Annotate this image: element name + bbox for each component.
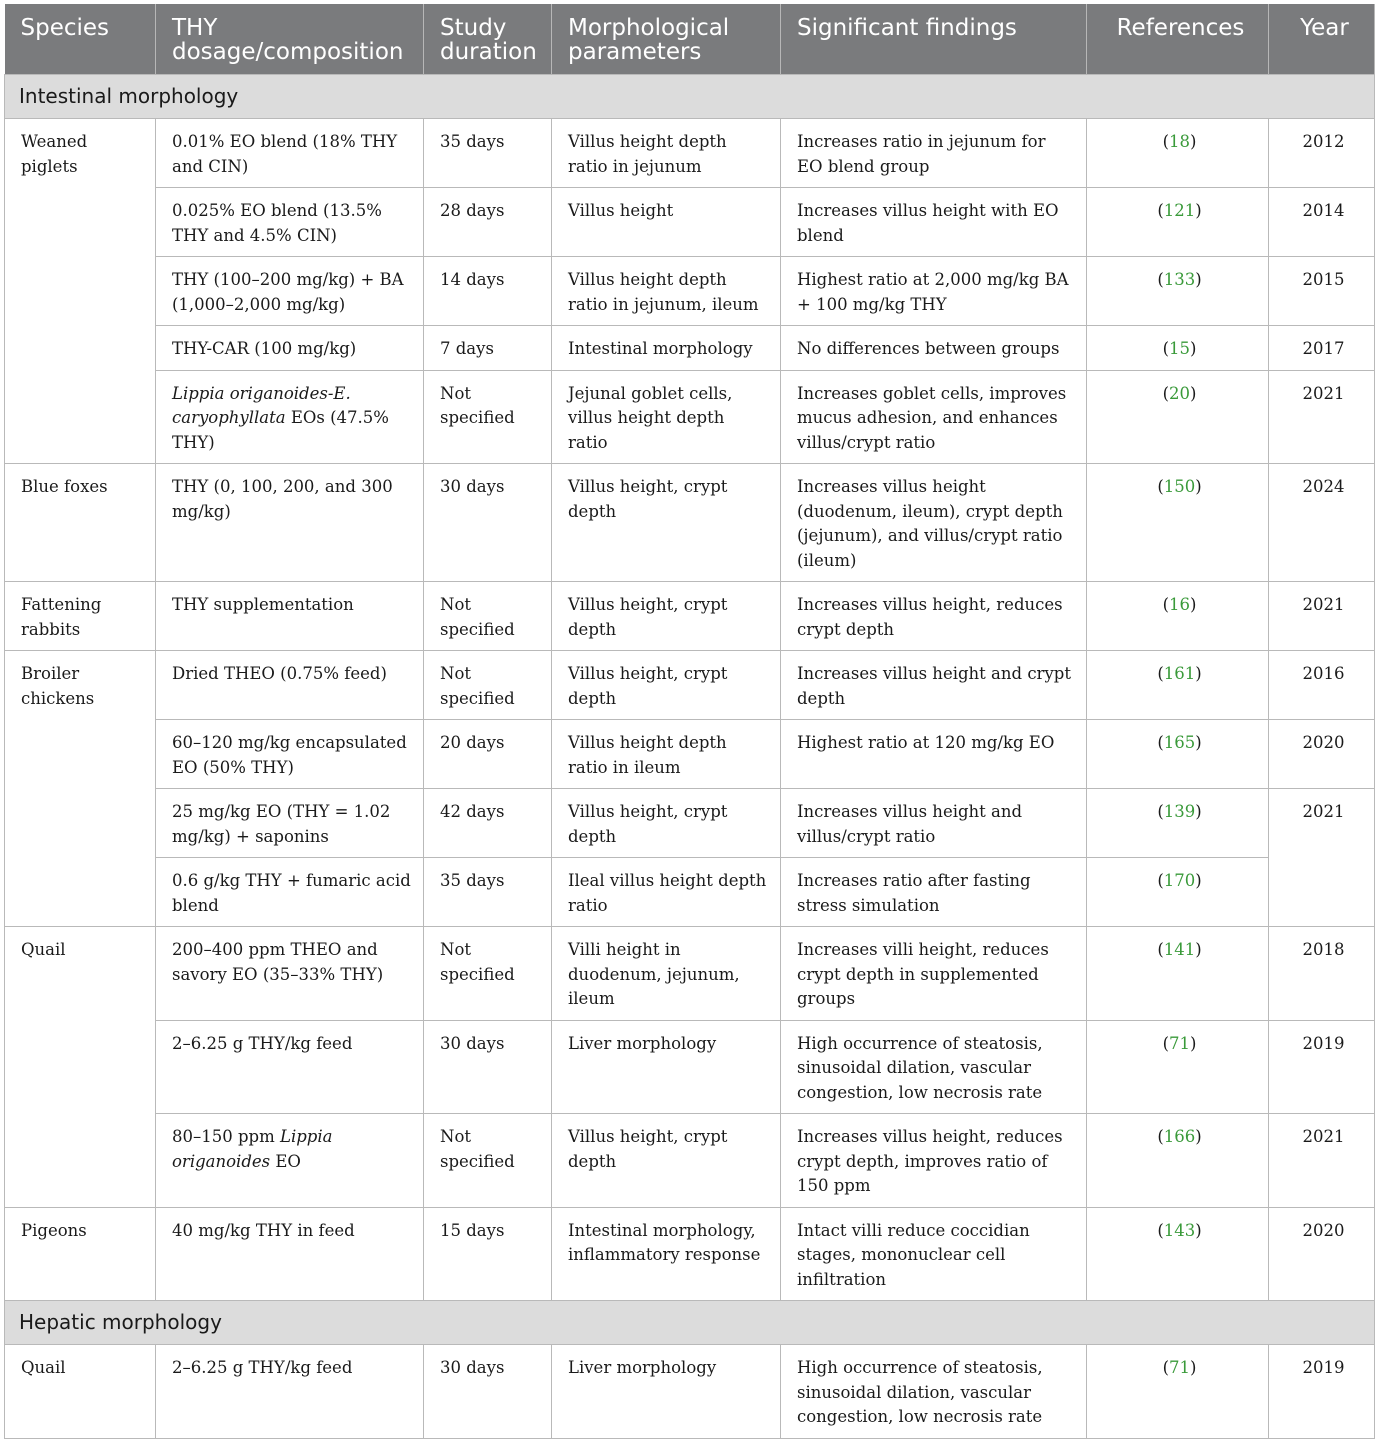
- cell-reference: (161): [1087, 651, 1269, 720]
- cell-parameters: Villi height in duodenum, jejunum, ileum: [552, 927, 781, 1021]
- cell-parameters: Jejunal goblet cells, villus height depth ratio: [552, 370, 781, 464]
- cell-duration: Not specified: [424, 927, 552, 1021]
- cell-findings: Intact villi reduce coccidian stages, mononuclear cell infiltration: [781, 1207, 1087, 1301]
- cell-parameters: Villus height, crypt depth: [552, 789, 781, 858]
- table-row: [5, 927, 1375, 1021]
- dosage-text: 80–150 ppm: [172, 1127, 280, 1146]
- table-row: [5, 720, 1375, 789]
- cell-year: 2016: [1269, 651, 1375, 720]
- reference-link[interactable]: 18: [1169, 132, 1190, 151]
- cell-species: Blue foxes: [5, 464, 156, 582]
- cell-reference: (165): [1087, 720, 1269, 789]
- cell-dosage: Dried THEO (0.75% feed): [156, 651, 424, 720]
- cell-parameters: Intestinal morphology: [552, 326, 781, 371]
- cell-findings: Increases villus height, reduces crypt depth: [781, 582, 1087, 651]
- cell-findings: Highest ratio at 120 mg/kg EO: [781, 720, 1087, 789]
- cell-year: 2021: [1269, 370, 1375, 464]
- cell-reference: (20): [1087, 370, 1269, 464]
- cell-findings: Increases villus height with EO blend: [781, 188, 1087, 257]
- cell-reference: (71): [1087, 1345, 1269, 1439]
- cell-duration: 42 days: [424, 789, 552, 858]
- cell-reference: (141): [1087, 927, 1269, 1021]
- cell-parameters: Villus height: [552, 188, 781, 257]
- header-findings: Significant findings: [781, 4, 1087, 75]
- cell-reference: (71): [1087, 1020, 1269, 1114]
- cell-parameters: Villus height, crypt depth: [552, 464, 781, 582]
- cell-reference: (133): [1087, 257, 1269, 326]
- cell-dosage: THY supplementation: [156, 582, 424, 651]
- cell-reference: (15): [1087, 326, 1269, 371]
- header-year: Year: [1269, 4, 1375, 75]
- cell-dosage: 0.6 g/kg THY + fumaric acid blend: [156, 858, 424, 927]
- cell-year: 2021: [1269, 789, 1375, 927]
- cell-reference: (170): [1087, 858, 1269, 927]
- cell-dosage: [156, 1114, 424, 1208]
- cell-reference: (121): [1087, 188, 1269, 257]
- cell-year: 2020: [1269, 720, 1375, 789]
- cell-year: 2021: [1269, 582, 1375, 651]
- cell-duration: 20 days: [424, 720, 552, 789]
- data-table: [4, 4, 1375, 1439]
- cell-findings: Increases goblet cells, improves mucus adhesion, and enhances villus/crypt ratio: [781, 370, 1087, 464]
- cell-year: 2014: [1269, 188, 1375, 257]
- cell-parameters: Liver morphology: [552, 1345, 781, 1439]
- cell-duration: 30 days: [424, 1020, 552, 1114]
- dosage-text: EO: [270, 1151, 301, 1171]
- cell-reference: (139): [1087, 789, 1269, 858]
- cell-findings: Increases villus height and crypt depth: [781, 651, 1087, 720]
- header-dosage: THY dosage/composition: [156, 4, 424, 75]
- cell-species: Pigeons: [5, 1207, 156, 1301]
- table-row: [5, 326, 1375, 371]
- table-row: [5, 858, 1375, 927]
- cell-dosage: [156, 370, 424, 464]
- cell-findings: Highest ratio at 2,000 mg/kg BA + 100 mg/kg THY: [781, 257, 1087, 326]
- cell-parameters: Villus height, crypt depth: [552, 1114, 781, 1208]
- cell-dosage: 40 mg/kg THY in feed: [156, 1207, 424, 1301]
- table-row: [5, 370, 1375, 464]
- section-row: [5, 1301, 1375, 1345]
- cell-findings: Increases villus height (duodenum, ileum), crypt depth (jejunum), and villus/crypt ratio (ileum): [781, 464, 1087, 582]
- cell-species: Broiler chickens: [5, 651, 156, 927]
- cell-dosage: 2–6.25 g THY/kg feed: [156, 1020, 424, 1114]
- reference-link[interactable]: 20: [1169, 383, 1190, 403]
- cell-duration: 14 days: [424, 257, 552, 326]
- cell-duration: 15 days: [424, 1207, 552, 1301]
- table-row: [5, 119, 1375, 188]
- cell-findings: Increases villi height, reduces crypt depth in supplemented groups: [781, 927, 1087, 1021]
- cell-findings: No differences between groups: [781, 326, 1087, 371]
- cell-dosage: THY-CAR (100 mg/kg): [156, 326, 424, 371]
- table-row: [5, 188, 1375, 257]
- cell-year: 2024: [1269, 464, 1375, 582]
- cell-species: Fattening rabbits: [5, 582, 156, 651]
- reference-link[interactable]: 170: [1163, 871, 1196, 890]
- cell-dosage: THY (0, 100, 200, and 300 mg/kg): [156, 464, 424, 582]
- cell-duration: 35 days: [424, 858, 552, 927]
- reference-link[interactable]: 166: [1163, 1127, 1196, 1146]
- cell-species: Weaned piglets: [5, 119, 156, 464]
- cell-species: Quail: [5, 927, 156, 1208]
- cell-species: Quail: [5, 1345, 156, 1439]
- reference-link[interactable]: 139: [1163, 802, 1196, 821]
- table-row: [5, 1020, 1375, 1114]
- cell-parameters: Villus height depth ratio in ileum: [552, 720, 781, 789]
- cell-parameters: Villus height, crypt depth: [552, 651, 781, 720]
- cell-dosage: 60–120 mg/kg encapsulated EO (50% THY): [156, 720, 424, 789]
- cell-duration: 30 days: [424, 464, 552, 582]
- cell-year: 2020: [1269, 1207, 1375, 1301]
- cell-parameters: Villus height, crypt depth: [552, 582, 781, 651]
- reference-link[interactable]: 71: [1169, 1033, 1190, 1053]
- reference-link[interactable]: 71: [1169, 1358, 1190, 1377]
- cell-dosage: 0.025% EO blend (13.5% THY and 4.5% CIN): [156, 188, 424, 257]
- header-parameters: Morphological parameters: [552, 4, 781, 75]
- cell-year: 2017: [1269, 326, 1375, 371]
- reference-link[interactable]: 150: [1163, 477, 1196, 496]
- cell-parameters: Liver morphology: [552, 1020, 781, 1114]
- table-row: [5, 1114, 1375, 1208]
- reference-link[interactable]: 165: [1163, 733, 1196, 752]
- reference-link[interactable]: 121: [1163, 201, 1196, 220]
- reference-link[interactable]: 15: [1169, 339, 1190, 358]
- cell-findings: Increases villus height, reduces crypt depth, improves ratio of 150 ppm: [781, 1114, 1087, 1208]
- species-name-italic: Lippia origanoides: [172, 1127, 333, 1171]
- cell-year: 2015: [1269, 257, 1375, 326]
- cell-dosage: 25 mg/kg EO (THY = 1.02 mg/kg) + saponins: [156, 789, 424, 858]
- cell-duration: 7 days: [424, 326, 552, 371]
- cell-duration: 28 days: [424, 188, 552, 257]
- table-row: [5, 257, 1375, 326]
- cell-parameters: Intestinal morphology, inflammatory response: [552, 1207, 781, 1301]
- cell-duration: Not specified: [424, 582, 552, 651]
- reference-link[interactable]: 161: [1163, 664, 1196, 683]
- reference-link[interactable]: 141: [1163, 940, 1196, 959]
- cell-year: 2019: [1269, 1345, 1375, 1439]
- table-row: [5, 1345, 1375, 1439]
- cell-reference: (16): [1087, 582, 1269, 651]
- section-title-hepatic: Hepatic morphology: [5, 1301, 1375, 1345]
- cell-parameters: Villus height depth ratio in jejunum: [552, 119, 781, 188]
- cell-findings: High occurrence of steatosis, sinusoidal dilation, vascular congestion, low necrosis rate: [781, 1020, 1087, 1114]
- cell-dosage: 2–6.25 g THY/kg feed: [156, 1345, 424, 1439]
- cell-reference: (150): [1087, 464, 1269, 582]
- header-references: References: [1087, 4, 1269, 75]
- cell-reference: (166): [1087, 1114, 1269, 1208]
- cell-duration: 30 days: [424, 1345, 552, 1439]
- cell-year: 2018: [1269, 927, 1375, 1021]
- cell-findings: Increases ratio after fasting stress simulation: [781, 858, 1087, 927]
- table-row: [5, 651, 1375, 720]
- cell-year: 2021: [1269, 1114, 1375, 1208]
- cell-year: 2012: [1269, 119, 1375, 188]
- cell-duration: Not specified: [424, 651, 552, 720]
- species-name-italic: Lippia origanoides-E. caryophyllata: [172, 383, 351, 427]
- reference-link[interactable]: 16: [1169, 595, 1190, 614]
- table-row: [5, 464, 1375, 582]
- section-title-intestinal: Intestinal morphology: [5, 75, 1375, 119]
- section-row: [5, 75, 1375, 119]
- header-species: Species: [5, 4, 156, 75]
- cell-reference: (143): [1087, 1207, 1269, 1301]
- cell-duration: Not specified: [424, 370, 552, 464]
- cell-findings: High occurrence of steatosis, sinusoidal dilation, vascular congestion, low necrosis rate: [781, 1345, 1087, 1439]
- table-header: [5, 4, 1375, 75]
- table-row: [5, 582, 1375, 651]
- table-row: [5, 789, 1375, 858]
- cell-dosage: THY (100–200 mg/kg) + BA (1,000–2,000 mg/kg): [156, 257, 424, 326]
- cell-findings: Increases villus height and villus/crypt ratio: [781, 789, 1087, 858]
- cell-dosage: 200–400 ppm THEO and savory EO (35–33% THY): [156, 927, 424, 1021]
- cell-reference: (18): [1087, 119, 1269, 188]
- cell-duration: Not specified: [424, 1114, 552, 1208]
- header-duration: Study duration: [424, 4, 552, 75]
- cell-findings: Increases ratio in jejunum for EO blend group: [781, 119, 1087, 188]
- cell-parameters: Ileal villus height depth ratio: [552, 858, 781, 927]
- cell-dosage: 0.01% EO blend (18% THY and CIN): [156, 119, 424, 188]
- cell-duration: 35 days: [424, 119, 552, 188]
- reference-link[interactable]: 143: [1163, 1220, 1196, 1240]
- cell-year: 2019: [1269, 1020, 1375, 1114]
- dosage-text: EOs (47.5% THY): [172, 408, 389, 452]
- cell-parameters: Villus height depth ratio in jejunum, ileum: [552, 257, 781, 326]
- table-row: [5, 1207, 1375, 1301]
- reference-link[interactable]: 133: [1163, 270, 1196, 289]
